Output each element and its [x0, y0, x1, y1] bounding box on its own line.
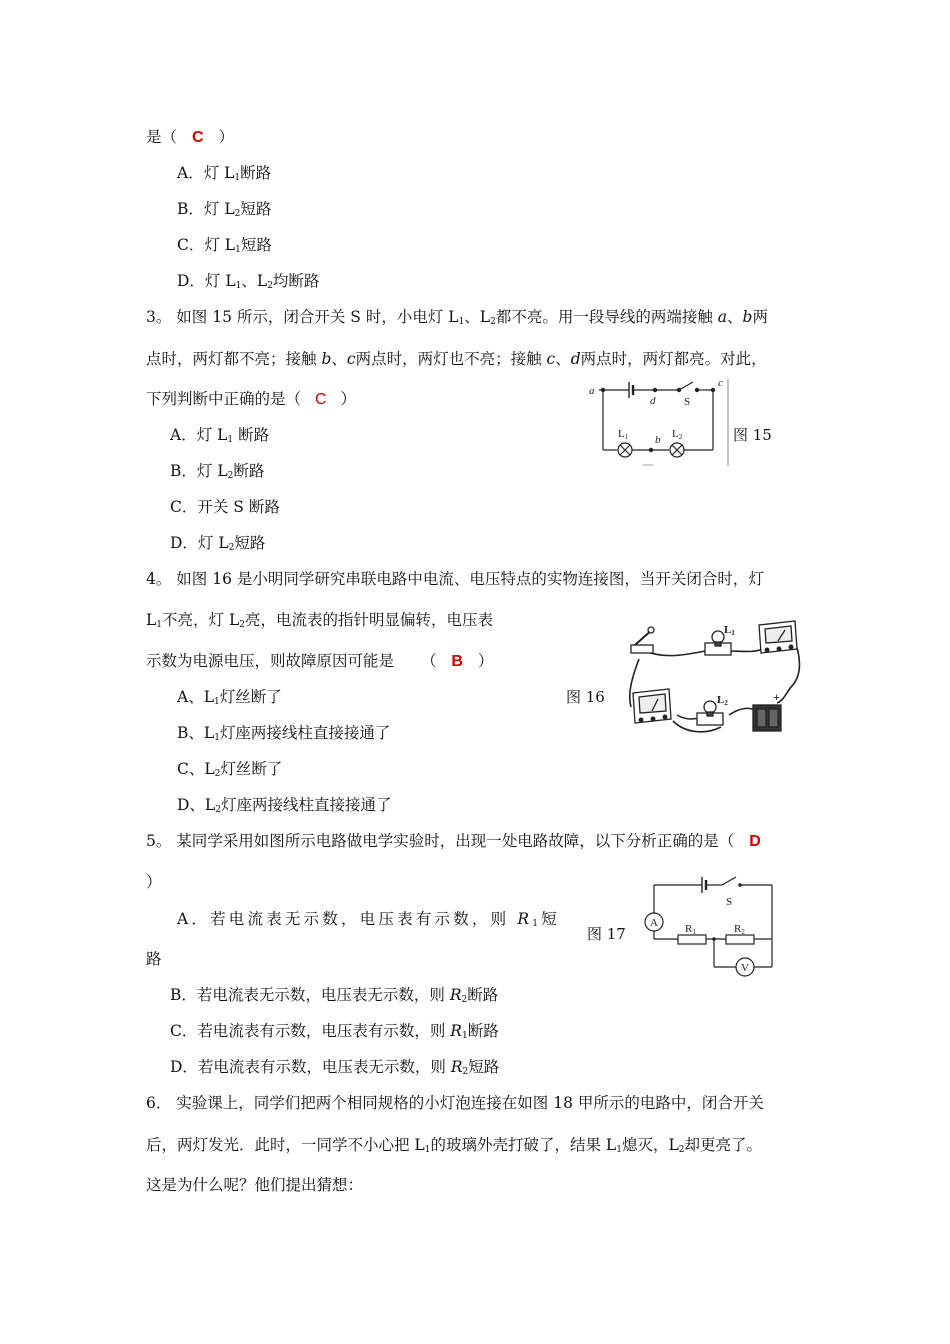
svg-text:L2: L2 [672, 428, 683, 441]
q5-option-d: D．若电流表有示数，电压表无示数，则 $R_2$短路 [170, 1058, 500, 1077]
q4-option-d: D、$L_2$灯座两接线柱直接接通了 [177, 796, 392, 815]
q3-line-3: 下列判断中正确的是（ C ） [146, 390, 356, 408]
fig17-label-r1: R [685, 923, 693, 935]
q2-option-b: B．灯 $L_2$短路 [177, 200, 272, 219]
q4-option-b: B、$L_1$灯座两接线柱直接接通了 [177, 724, 391, 743]
figure-16-caption: 图 16 [566, 688, 605, 706]
fig16-label-l1: L [724, 624, 732, 636]
q6-line-2: 后，两灯发光．此时，一同学不小心把 $L_1$的玻璃外壳打破了，结果 $L_1$熄灭，$L_2$却更亮了。 [146, 1136, 762, 1155]
fig17-label-v: V [741, 962, 749, 974]
q4-option-a: A、$L_1$灯丝断了 [177, 688, 282, 707]
fig15-label-b: b [655, 434, 661, 446]
fig15-label-l2: L [672, 428, 679, 440]
q6-line-1: 6． 实验课上，同学们把两个相同规格的小灯泡连接在如图 18 甲所示的电路中，闭合开关 [146, 1094, 764, 1112]
q4-line-2: $L_1$不亮，灯 $L_2$亮，电流表的指针明显偏转，电压表 [146, 611, 494, 630]
fig15-label-d: d [650, 395, 656, 407]
q5-option-a-line-1: A．若电流表无示数，电压表有示数，则 $R_1$短 [177, 910, 560, 929]
q4-option-c: C、$L_2$灯丝断了 [177, 760, 283, 779]
figure-17-circuit [640, 873, 782, 977]
q3-line-1: 3。 如图 15 所示，闭合开关 S 时，小电灯 $L_1$、$L_2$都不亮。用一段导线的两端接触 a、b两 [146, 308, 768, 327]
figure-17-caption: 图 17 [587, 925, 626, 943]
fig16-label-plus: + [773, 690, 780, 704]
svg-text:L1: L1 [724, 624, 735, 637]
fig15-label-l1: L [618, 428, 625, 440]
q5-option-b: B．若电流表无示数，电压表无示数，则 $R_2$断路 [170, 986, 499, 1005]
fig15-label-a: a [589, 385, 595, 397]
q5-answer: D [749, 833, 761, 850]
q3-answer: C [314, 391, 327, 408]
svg-text:R1: R1 [685, 923, 696, 936]
fig15-label-c: c [718, 377, 723, 389]
q2-answer: C [191, 129, 204, 146]
q5-line-1: 5。 某同学采用如图所示电路做电学实验时，出现一处电路故障，以下分析正确的是（ D [146, 832, 761, 850]
q3-option-c: C．开关 S 断路 [170, 498, 280, 516]
fig17-label-s: S [726, 896, 733, 908]
svg-text:L2: L2 [717, 694, 728, 707]
q2-option-c: C．灯 $L_1$短路 [177, 236, 272, 255]
q6-line-3: 这是为什么呢？他们提出猜想： [146, 1176, 364, 1194]
q5-option-c: C．若电流表有示数，电压表有示数，则 $R_1$断路 [170, 1022, 499, 1041]
q5-option-a-line-2: 路 [146, 950, 162, 968]
q3-line-2: 点时，两灯都不亮；接触 b、c两点时，两灯也不亮；接触 c、d两点时，两灯都亮。对此， [146, 350, 767, 368]
figure-15-caption: 图 15 [733, 426, 772, 444]
svg-text:L1: L1 [618, 428, 629, 441]
fig16-label-l2: L [717, 694, 725, 706]
q3-option-a: A．灯 $L_1$ 断路 [170, 426, 270, 445]
figure-16-circuit [625, 615, 805, 743]
q4-line-3: 示数为电源电压，则故障原因可能是 （ B ） [146, 652, 494, 670]
fig15-label-s: S [684, 396, 691, 408]
q4-answer: B [451, 653, 463, 670]
q5-line-2: ） [146, 873, 162, 891]
q2-stem-tail: 是（ C ） [146, 128, 234, 146]
fig17-label-r2: R [734, 923, 742, 935]
figure-15-circuit [585, 374, 735, 470]
q3-option-d: D．灯 $L_2$短路 [170, 534, 266, 553]
q4-line-1: 4。 如图 16 是小明同学研究串联电路中电流、电压特点的实物连接图，当开关闭合时，灯 [146, 570, 764, 588]
q2-option-d: D．灯 $L_1$、$L_2$均断路 [177, 272, 320, 291]
q3-option-b: B．灯 $L_2$断路 [170, 462, 265, 481]
svg-text:R2: R2 [734, 923, 745, 936]
fig17-label-a: A [650, 917, 658, 929]
q2-option-a: A．灯 $L_1$断路 [177, 164, 272, 183]
